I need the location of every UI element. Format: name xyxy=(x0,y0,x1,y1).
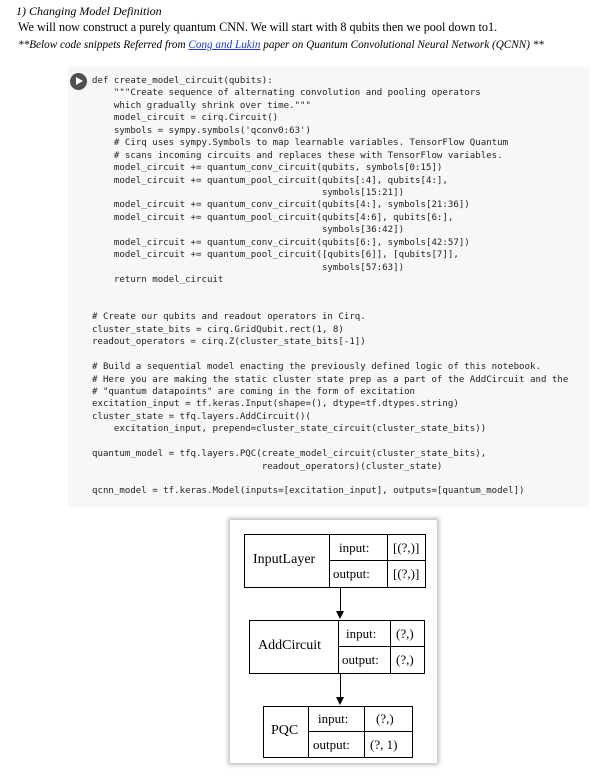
node-divider xyxy=(329,535,330,587)
model-diagram xyxy=(230,520,437,763)
node-name: InputLayer xyxy=(253,552,316,567)
code-line: readout_operators)(cluster_state) xyxy=(92,461,443,472)
node-divider xyxy=(338,621,339,673)
code-line xyxy=(92,286,568,298)
input-label: input: xyxy=(339,540,370,555)
reference-note-suffix: paper on Quantum Convolutional Neural Network (QCNN) ** xyxy=(260,39,544,51)
flow-arrow xyxy=(340,673,341,698)
code-line: model_circuit += quantum_pool_circuit(qubits[4:6], qubits[6:], xyxy=(92,212,454,223)
output-value: [(?,)] xyxy=(393,566,420,581)
cong-lukin-link[interactable]: Cong and Lukin xyxy=(188,39,261,51)
code-line: excitation_input = tf.keras.Input(shape=(), dtype=tf.dtypes.string) xyxy=(92,399,459,410)
node-divider xyxy=(390,621,391,673)
node-divider xyxy=(329,560,425,561)
code-block xyxy=(92,75,568,498)
node-divider xyxy=(308,731,412,732)
code-line: model_circuit += quantum_conv_circuit(qubits[6:], symbols[42:57]) xyxy=(92,237,470,248)
reference-note-prefix: **Below code snippets Referred from xyxy=(18,39,189,51)
output-value: (?,) xyxy=(396,652,414,667)
play-circle-icon[interactable] xyxy=(70,73,87,90)
code-line xyxy=(92,349,568,361)
code-line: model_circuit = cirq.Circuit() xyxy=(92,113,279,124)
code-cell xyxy=(68,67,590,507)
code-line: symbols = sympy.symbols('qconv0:63') xyxy=(92,125,311,136)
code-line xyxy=(92,473,568,485)
section-heading: 1) Changing Model Definition xyxy=(16,4,162,18)
output-label: output: xyxy=(333,566,370,581)
code-line: symbols[36:42]) xyxy=(92,225,405,236)
node-divider xyxy=(364,707,365,757)
output-label: output: xyxy=(342,652,379,667)
code-line: excitation_input, prepend=cluster_state_circuit(cluster_state_bits)) xyxy=(92,424,487,435)
code-line: # scans incoming circuits and replaces these with TensorFlow variables. xyxy=(92,150,503,161)
input-label: input: xyxy=(346,626,377,641)
add-circuit-node xyxy=(249,620,425,674)
arrow-head-icon xyxy=(336,697,344,705)
output-label: output: xyxy=(313,737,350,752)
code-line: def create_model_circuit(qubits): xyxy=(92,76,273,86)
input-value: (?,) xyxy=(376,711,394,726)
input-value: (?,) xyxy=(396,626,414,641)
pqc-node xyxy=(263,706,413,758)
code-line: model_circuit += quantum_conv_circuit(qubits[4:], symbols[21:36]) xyxy=(92,200,470,211)
input-label: input: xyxy=(318,711,349,726)
code-line: return model_circuit xyxy=(92,275,224,285)
code-line: cluster_state = tfq.layers.AddCircuit()( xyxy=(92,411,311,422)
reference-note xyxy=(18,38,544,52)
code-line: model_circuit += quantum_pool_circuit(qubits[:4], qubits[4:], xyxy=(92,175,448,186)
code-line: """Create sequence of alternating convolution and pooling operators xyxy=(92,88,481,99)
node-divider xyxy=(338,646,424,647)
code-line: quantum_model = tfq.layers.PQC(create_model_circuit(cluster_state_bits), xyxy=(92,449,487,460)
node-divider xyxy=(387,535,388,587)
node-name: AddCircuit xyxy=(258,638,321,653)
node-name: PQC xyxy=(271,723,299,738)
flow-arrow xyxy=(340,587,341,612)
code-line xyxy=(92,436,568,448)
code-line: # Create our qubits and readout operators in Cirq. xyxy=(92,312,366,323)
arrow-head-icon xyxy=(336,611,344,619)
code-line: # "quantum datapoints" are coming in the form of excitation xyxy=(92,386,416,397)
input-layer-node xyxy=(244,534,426,588)
code-line: which gradually shrink over time.""" xyxy=(92,100,311,111)
output-value: (?, 1) xyxy=(370,737,398,752)
code-line: symbols[15:21]) xyxy=(92,187,405,198)
code-line: model_circuit += quantum_pool_circuit([qubits[6]], [qubits[7]], xyxy=(92,250,459,261)
code-line: cluster_state_bits = cirq.GridQubit.rect(1, 8) xyxy=(92,324,344,335)
code-line: readout_operators = cirq.Z(cluster_state_bits[-1]) xyxy=(92,337,366,348)
input-value: [(?,)] xyxy=(393,540,420,555)
node-divider xyxy=(308,707,309,757)
code-line: # Build a sequential model enacting the previously defined logic of this notebook. xyxy=(92,362,541,373)
code-line: qcnn_model = tf.keras.Model(inputs=[excitation_input], outputs=[quantum_model]) xyxy=(92,486,525,497)
code-line: # Here you are making the static cluster state prep as a part of the AddCircuit and the xyxy=(92,374,569,385)
code-line: model_circuit += quantum_conv_circuit(qubits, symbols[0:15]) xyxy=(92,163,443,174)
code-line: symbols[57:63]) xyxy=(92,262,405,273)
code-line: # Cirq uses sympy.Symbols to map learnable variables. TensorFlow Quantum xyxy=(92,138,509,149)
code-line xyxy=(92,299,568,311)
intro-paragraph: We will now construct a purely quantum CNN. We will start with 8 qubits then we pool down to1. xyxy=(18,20,498,34)
